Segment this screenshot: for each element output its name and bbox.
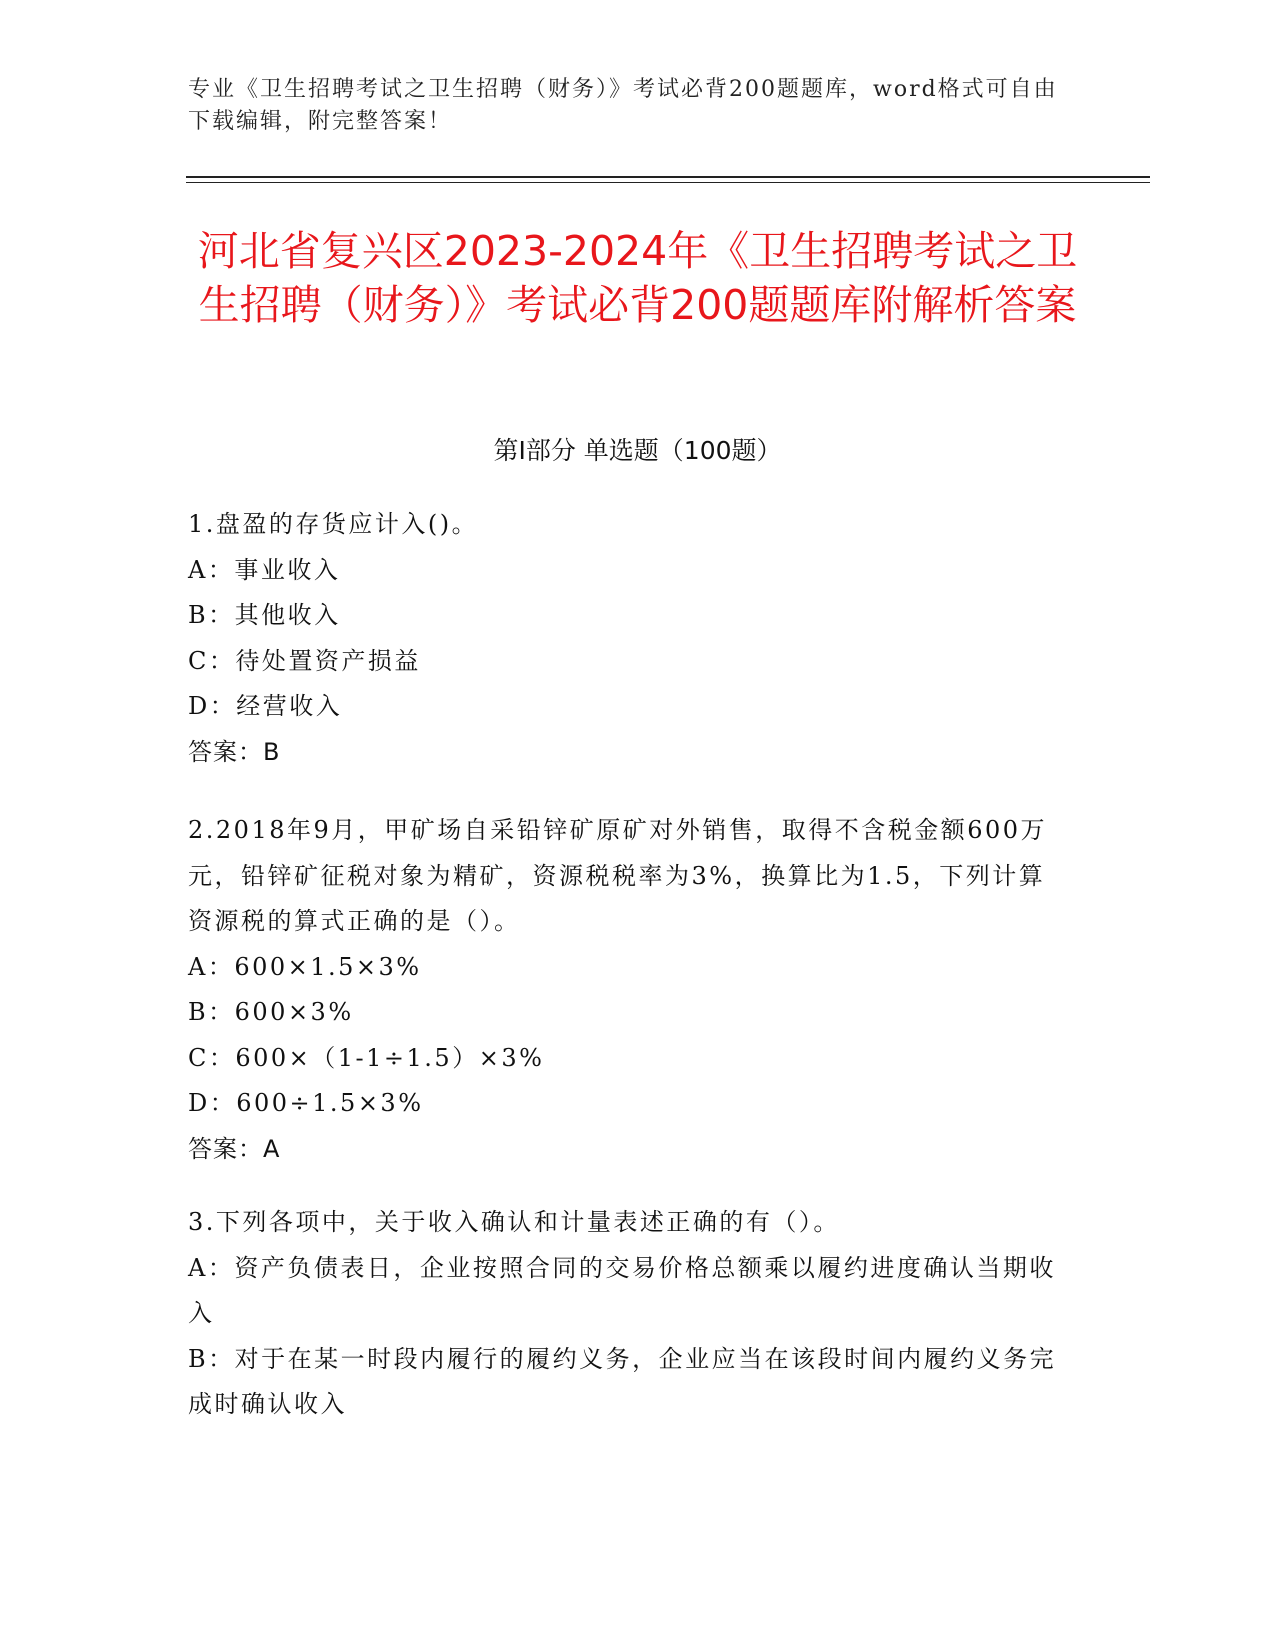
option-d: D：600÷1.5×3% bbox=[188, 1089, 424, 1117]
option-a: A：600×1.5×3% bbox=[188, 952, 422, 981]
answer-line: 答案：A bbox=[188, 1134, 281, 1163]
option-b: B：600×3% bbox=[188, 998, 354, 1026]
option-a: A：资产负债表日，企业按照合同的交易价格总额乘以履约进度确认当期收入 bbox=[188, 1253, 1056, 1327]
section-heading: 第Ⅰ部分 单选题（100题） bbox=[493, 436, 782, 465]
question-1 bbox=[188, 502, 1068, 775]
header-divider-thin bbox=[186, 182, 1150, 183]
option-a: A：事业收入 bbox=[188, 555, 341, 584]
question-stem: 3.下列各项中，关于收入确认和计量表述正确的有（）。 bbox=[188, 1208, 840, 1236]
header-divider bbox=[186, 176, 1150, 178]
option-d: D：经营收入 bbox=[188, 692, 343, 720]
header-note: 专业《卫生招聘考试之卫生招聘（财务）》考试必背200题题库，word格式可自由下载编辑，附完整答案！ bbox=[188, 77, 1058, 134]
question-stem: 1.盘盈的存货应计入()。 bbox=[188, 510, 479, 538]
answer-line: 答案：B bbox=[188, 737, 281, 766]
option-c: C：待处置资产损益 bbox=[188, 646, 421, 675]
option-c: C：600×（1-1÷1.5）×3% bbox=[188, 1043, 545, 1072]
document-title: 河北省复兴区2023-2024年《卫生招聘考试之卫生招聘（财务）》考试必背200题题库附解析答案 bbox=[197, 227, 1078, 329]
question-3 bbox=[188, 1200, 1068, 1428]
option-b: B：其他收入 bbox=[188, 601, 341, 629]
question-stem: 2.2018年9月，甲矿场自采铅锌矿原矿对外销售，取得不含税金额600万元，铅锌矿征税对象为精矿，资源税税率为3%，换算比为1.5，下列计算资源税的算式正确的是（）。 bbox=[188, 816, 1048, 935]
option-b: B：对于在某一时段内履行的履约义务，企业应当在该段时间内履约义务完成时确认收入 bbox=[188, 1344, 1057, 1418]
question-2 bbox=[188, 808, 1068, 1172]
